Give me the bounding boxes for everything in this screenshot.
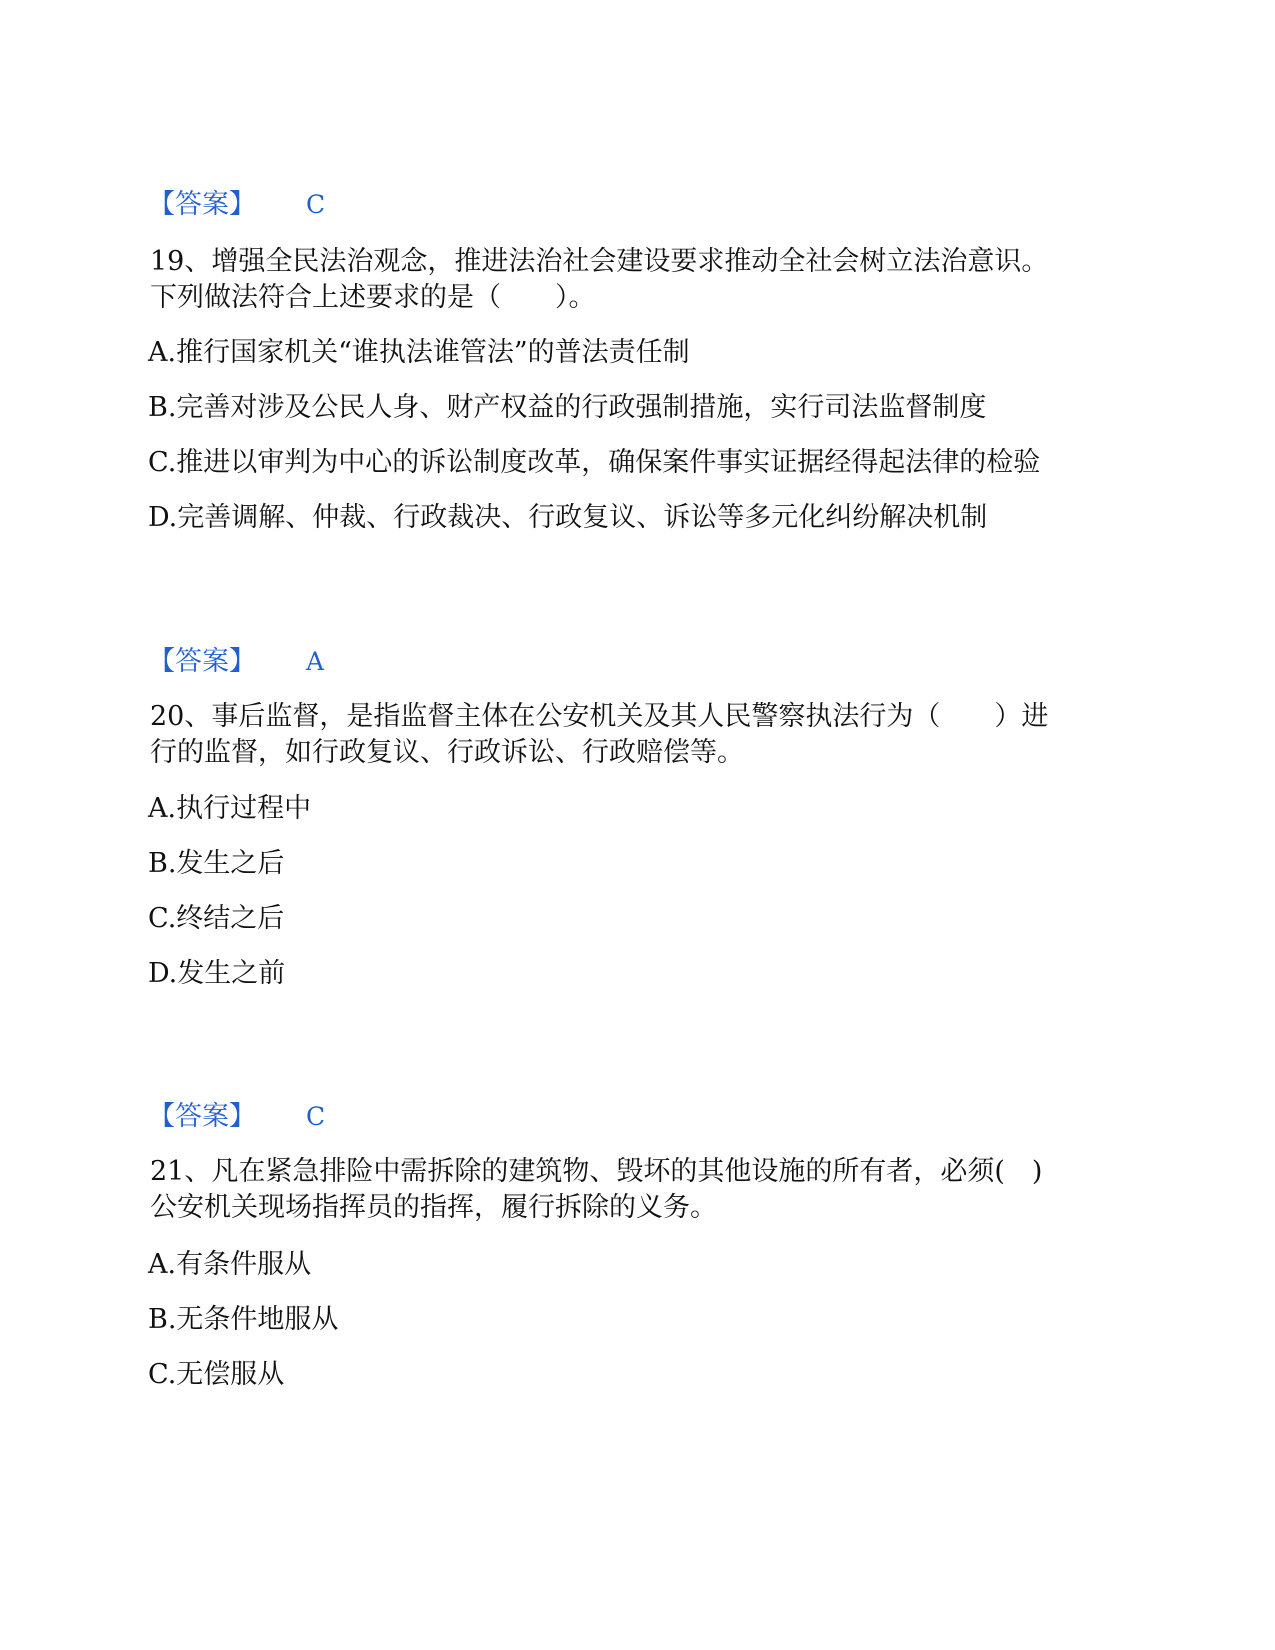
question-20-option-c: C.终结之后	[148, 903, 285, 934]
answer-label: 【答案】	[148, 646, 256, 677]
answer-value: C	[306, 1102, 326, 1131]
question-19-option-b: B.完善对涉及公民人身、财产权益的行政强制措施，实行司法监督制度	[148, 392, 987, 423]
answer-value: C	[306, 190, 326, 219]
answer-value: A	[306, 647, 325, 676]
question-20-line-1: 20、事后监督，是指监督主体在公安机关及其人民警察执法行为（ ）进	[150, 701, 1049, 732]
question-21-option-b: B.无条件地服从	[148, 1304, 339, 1335]
answer-row-q18	[148, 188, 326, 222]
question-21-line-2: 公安机关现场指挥员的指挥，履行拆除的义务。	[150, 1192, 717, 1223]
question-21-option-c: C.无偿服从	[148, 1359, 285, 1390]
question-19-option-c: C.推进以审判为中心的诉讼制度改革，确保案件事实证据经得起法律的检验	[148, 447, 1041, 478]
question-20-line-2: 行的监督，如行政复议、行政诉讼、行政赔偿等。	[150, 737, 744, 768]
question-19-option-d: D.完善调解、仲裁、行政裁决、行政复议、诉讼等多元化纠纷解决机制	[148, 502, 988, 533]
question-21-line-1: 21、凡在紧急排险中需拆除的建筑物、毁坏的其他设施的所有者，必须( )	[150, 1156, 1043, 1187]
question-19-line-2: 下列做法符合上述要求的是（ ）。	[150, 282, 596, 313]
question-20-stem	[150, 699, 1110, 771]
question-20-option-a: A.执行过程中	[148, 793, 312, 824]
question-21-stem	[150, 1154, 1110, 1226]
question-20-option-b: B.发生之后	[148, 848, 285, 879]
question-19-option-a: A.推行国家机关“谁执法谁管法”的普法责任制	[148, 337, 690, 368]
question-19-line-1: 19、增强全民法治观念，推进法治社会建设要求推动全社会树立法治意识。	[150, 246, 1049, 277]
answer-label: 【答案】	[148, 1101, 256, 1132]
question-19-stem	[150, 244, 1110, 316]
answer-row-q20	[148, 1100, 326, 1134]
answer-row-q19	[148, 645, 325, 679]
question-20-option-d: D.发生之前	[148, 958, 286, 989]
question-21-option-a: A.有条件服从	[148, 1249, 312, 1280]
answer-label: 【答案】	[148, 189, 256, 220]
